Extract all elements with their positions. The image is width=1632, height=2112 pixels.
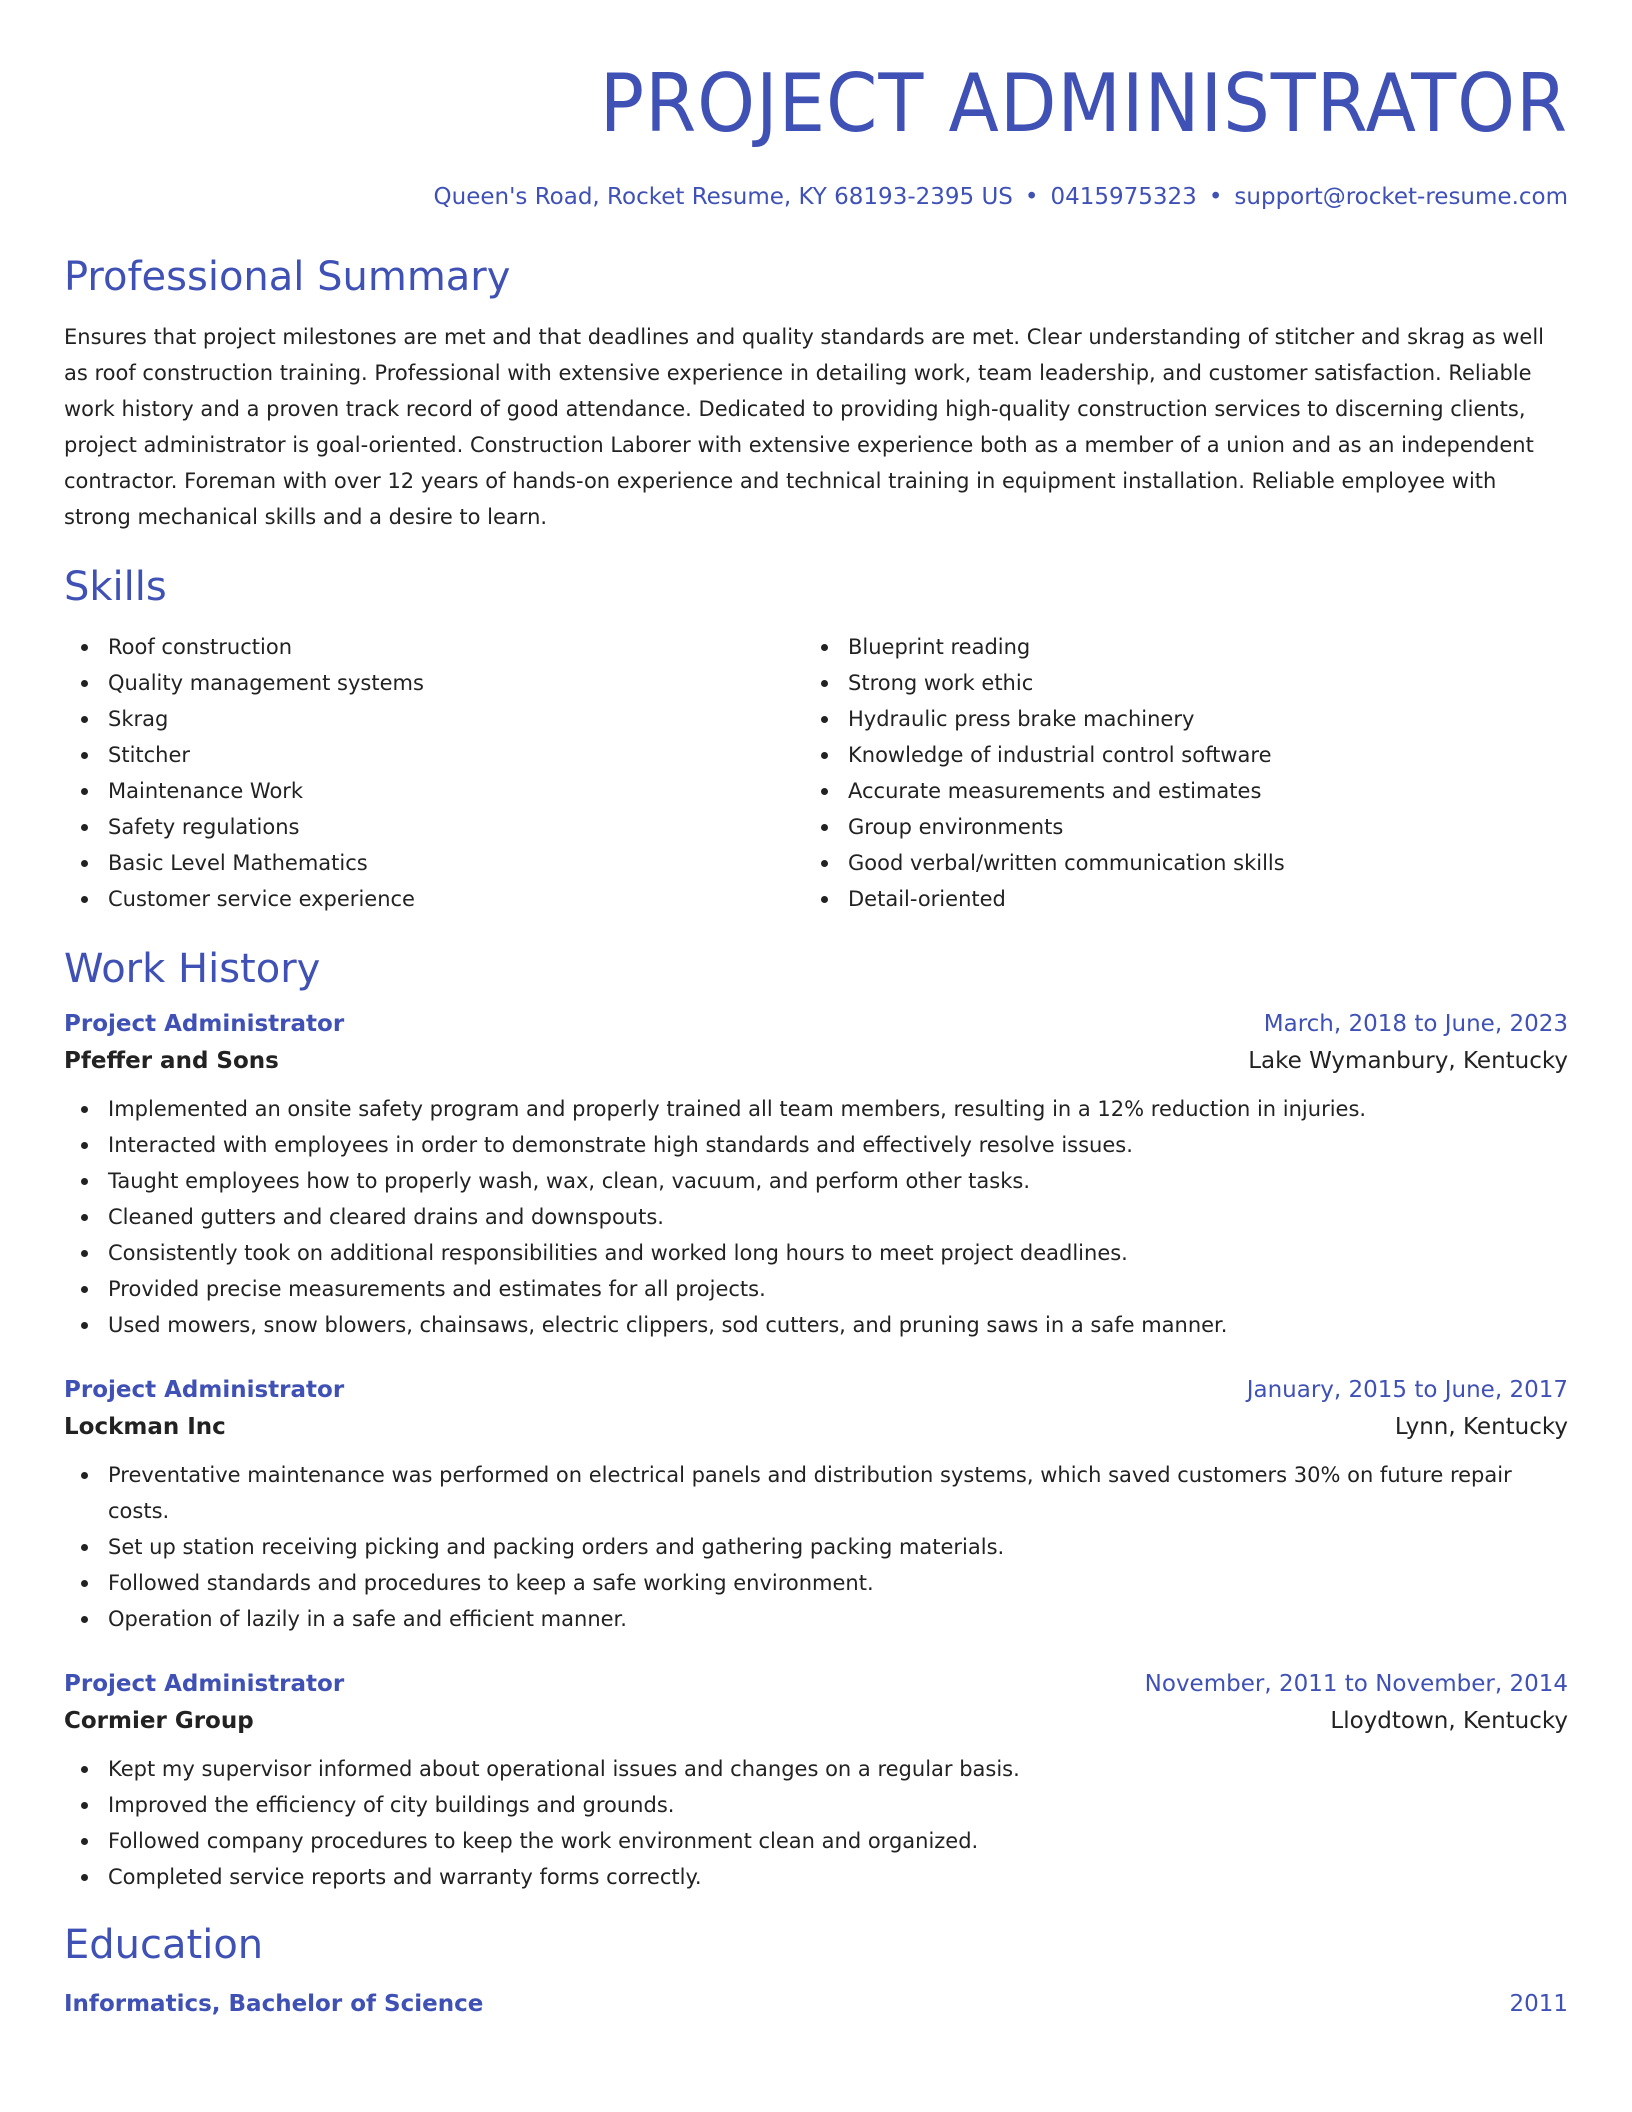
job-bullet: Followed company procedures to keep the work environment clean and organized. — [64, 1823, 1568, 1859]
skills-list — [64, 629, 1568, 917]
job-bullet: Taught employees how to properly wash, wax, clean, vacuum, and perform other tasks. — [64, 1163, 1568, 1199]
job-bullets — [64, 1457, 1568, 1637]
job-location: Lloydtown, Kentucky — [1330, 1708, 1568, 1734]
skill-item: Knowledge of industrial control software — [804, 737, 1544, 773]
skill-item: Roof construction — [64, 629, 804, 665]
job-bullets — [64, 1091, 1568, 1343]
skill-item: Quality management systems — [64, 665, 804, 701]
skill-item: Stitcher — [64, 737, 804, 773]
skills-column-right — [804, 629, 1544, 917]
section-heading-education: Education — [64, 1922, 264, 1968]
page-title: PROJECT ADMINISTRATOR — [599, 57, 1568, 150]
education-degree: Informatics, Bachelor of Science — [64, 1991, 484, 2017]
job-title: Project Administrator — [64, 1011, 345, 1037]
contact-separator: • — [1208, 184, 1223, 210]
job-bullet: Kept my supervisor informed about operational issues and changes on a regular basis. — [64, 1751, 1568, 1787]
skill-item: Good verbal/written communication skills — [804, 845, 1544, 881]
skill-item: Detail-oriented — [804, 881, 1544, 917]
job-location: Lake Wymanbury, Kentucky — [1248, 1048, 1568, 1074]
job-bullet: Operation of lazily in a safe and efficient manner. — [64, 1601, 1568, 1637]
section-heading-work-history: Work History — [64, 946, 321, 992]
job-bullet: Implemented an onsite safety program and properly trained all team members, resulting in a 12% reduction in injuries. — [64, 1091, 1568, 1127]
job-bullet: Interacted with employees in order to demonstrate high standards and effectively resolve issues. — [64, 1127, 1568, 1163]
job-bullet: Used mowers, snow blowers, chainsaws, electric clippers, sod cutters, and pruning saws in a safe manner. — [64, 1307, 1568, 1343]
skill-item: Skrag — [64, 701, 804, 737]
job-bullets — [64, 1751, 1568, 1895]
job-dates: January, 2015 to June, 2017 — [1246, 1377, 1568, 1403]
skill-item: Customer service experience — [64, 881, 804, 917]
skill-item: Safety regulations — [64, 809, 804, 845]
skill-item: Group environments — [804, 809, 1544, 845]
job-title: Project Administrator — [64, 1377, 345, 1403]
section-heading-skills: Skills — [64, 564, 167, 610]
skill-item: Accurate measurements and estimates — [804, 773, 1544, 809]
contact-line — [64, 186, 1568, 209]
contact-phone: 0415975323 — [1050, 184, 1197, 210]
job-title: Project Administrator — [64, 1671, 345, 1697]
job-bullet: Consistently took on additional responsibilities and worked long hours to meet project deadlines. — [64, 1235, 1568, 1271]
skill-item: Basic Level Mathematics — [64, 845, 804, 881]
contact-email: support@rocket-resume.com — [1234, 184, 1568, 210]
skill-item: Maintenance Work — [64, 773, 804, 809]
job-dates: November, 2011 to November, 2014 — [1144, 1671, 1568, 1697]
skill-item: Strong work ethic — [804, 665, 1544, 701]
job-bullet: Provided precise measurements and estimates for all projects. — [64, 1271, 1568, 1307]
skill-item: Blueprint reading — [804, 629, 1544, 665]
job-company: Lockman Inc — [64, 1414, 226, 1440]
summary-text: Ensures that project milestones are met and that deadlines and quality standards are met. Clear understanding of stitcher and skrag as well as roof construction training. Professional with extensive experience in detailing work, team leadership, and customer satisfaction. Reliable work history and a proven track record of good attendance. Dedicated to providing high-quality construction services to discerning clients, project administrator is goal-oriented. Construction Laborer with extensive experience both as a member of a union and as an independent contractor. Foreman with over 12 years of hands-on experience and technical training in equipment installation. Reliable employee with strong mechanical skills and a desire to learn. — [64, 325, 1544, 529]
skills-column-left — [64, 629, 804, 917]
education-entry — [64, 1987, 1568, 2021]
contact-separator: • — [1024, 184, 1039, 210]
job-bullet: Completed service reports and warranty forms correctly. — [64, 1859, 1568, 1895]
job-bullet: Set up station receiving picking and packing orders and gathering packing materials. — [64, 1529, 1568, 1565]
job-bullet: Followed standards and procedures to keep a safe working environment. — [64, 1565, 1568, 1601]
job-bullet: Improved the efficiency of city buildings and grounds. — [64, 1787, 1568, 1823]
job-entry — [64, 1373, 1568, 1637]
job-entry — [64, 1007, 1568, 1343]
job-location: Lynn, Kentucky — [1394, 1414, 1568, 1440]
education-year: 2011 — [1509, 1991, 1568, 2017]
skill-item: Hydraulic press brake machinery — [804, 701, 1544, 737]
job-company: Pfeffer and Sons — [64, 1048, 279, 1074]
job-company: Cormier Group — [64, 1708, 254, 1734]
job-bullet: Cleaned gutters and cleared drains and downspouts. — [64, 1199, 1568, 1235]
contact-address: Queen's Road, Rocket Resume, KY 68193-2395 US — [433, 184, 1013, 210]
job-entry — [64, 1667, 1568, 1895]
job-bullet: Preventative maintenance was performed on electrical panels and distribution systems, which saved customers 30% on future repair costs. — [64, 1457, 1568, 1529]
section-heading-summary: Professional Summary — [64, 254, 511, 300]
job-dates: March, 2018 to June, 2023 — [1263, 1011, 1568, 1037]
